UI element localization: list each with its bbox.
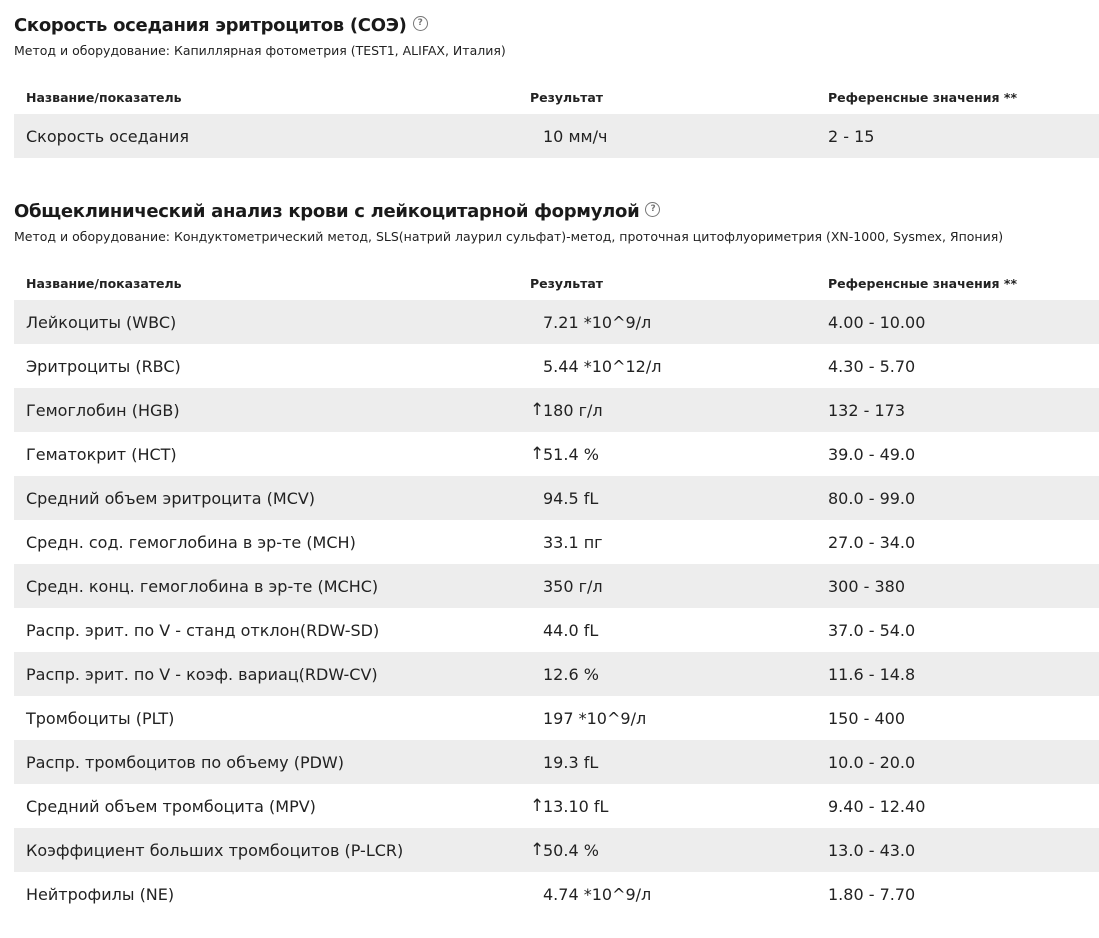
- test-result-cell: [530, 400, 828, 420]
- test-result: 50.4 %: [543, 840, 599, 860]
- high-value-arrow-icon: ↑: [530, 796, 545, 816]
- table-row: [14, 740, 1099, 784]
- test-result: 44.0 fL: [543, 620, 599, 640]
- esr-results-table: [14, 80, 1099, 158]
- reference-range: 80.0 - 99.0: [828, 488, 916, 508]
- table-header: [14, 80, 1099, 114]
- test-result-cell: [530, 709, 828, 728]
- header-name: Название/показатель: [26, 89, 182, 105]
- test-result-cell: [530, 885, 828, 904]
- test-name: Распр. тромбоцитов по объему (PDW): [26, 752, 344, 772]
- cbc-title: Общеклинический анализ крови с лейкоцитарной формулой: [14, 200, 640, 222]
- reference-range: 4.00 - 10.00: [828, 312, 926, 332]
- test-result-cell: [530, 533, 828, 552]
- method-description: Метод и оборудование: Капиллярная фотометрия (TEST1, ALIFAX, Италия): [14, 43, 506, 58]
- test-result-cell: [530, 665, 828, 684]
- reference-range: 300 - 380: [828, 576, 906, 596]
- test-name: Гематокрит (HCT): [26, 444, 177, 464]
- test-result: 19.3 fL: [543, 752, 599, 772]
- test-result: 12.6 %: [543, 664, 599, 684]
- test-name: Средн. сод. гемоглобина в эр-те (MCH): [26, 532, 356, 552]
- reference-range: 150 - 400: [828, 708, 906, 728]
- test-name: Эритроциты (RBC): [26, 356, 181, 376]
- table-row: [14, 784, 1099, 828]
- high-value-arrow-icon: ↑: [530, 400, 545, 420]
- esr-title: Скорость оседания эритроцитов (СОЭ): [14, 14, 407, 36]
- table-row: [14, 652, 1099, 696]
- test-result: 10 мм/ч: [543, 126, 608, 146]
- test-name: Тромбоциты (PLT): [26, 708, 175, 728]
- test-result-cell: [530, 444, 828, 464]
- test-result: 5.44 *10^12/л: [543, 356, 662, 376]
- test-name: Коэффициент больших тромбоцитов (P-LCR): [26, 840, 404, 860]
- table-header: [14, 266, 1099, 300]
- reference-range: 132 - 173: [828, 400, 906, 420]
- reference-range: 1.80 - 7.70: [828, 884, 916, 904]
- test-result-cell: [530, 577, 828, 596]
- cbc-results-table: [14, 266, 1099, 916]
- reference-range: 39.0 - 49.0: [828, 444, 916, 464]
- high-value-arrow-icon: ↑: [530, 840, 545, 860]
- reference-range: 11.6 - 14.8: [828, 664, 916, 684]
- test-result: 7.21 *10^9/л: [543, 312, 652, 332]
- table-row: [14, 388, 1099, 432]
- header-reference: Референсные значения **: [828, 89, 1018, 105]
- table-row: [14, 608, 1099, 652]
- help-icon[interactable]: ?: [413, 16, 428, 31]
- test-result-cell: [530, 840, 828, 860]
- reference-range: 2 - 15: [828, 126, 875, 146]
- method-description: Метод и оборудование: Кондуктометрический метод, SLS(натрий лаурил сульфат)-метод, проточная цитофлуориметрия (XN-1000, Sysmex, Япония): [14, 229, 1004, 244]
- esr-section: [14, 0, 1099, 158]
- test-result: 51.4 %: [543, 444, 599, 464]
- test-name: Средн. конц. гемоглобина в эр-те (MCHC): [26, 576, 379, 596]
- test-name: Скорость оседания: [26, 126, 189, 146]
- header-name: Название/показатель: [26, 275, 182, 291]
- reference-range: 9.40 - 12.40: [828, 796, 926, 816]
- header-result: Результат: [530, 89, 604, 105]
- high-value-arrow-icon: ↑: [530, 444, 545, 464]
- test-result: 180 г/л: [543, 400, 603, 420]
- table-row: [14, 432, 1099, 476]
- test-name: Распр. эрит. по V - станд отклон(RDW-SD): [26, 620, 380, 640]
- table-row: [14, 564, 1099, 608]
- test-result: 350 г/л: [543, 576, 603, 596]
- table-row: [14, 696, 1099, 740]
- test-result-cell: [530, 127, 828, 146]
- test-result: 13.10 fL: [543, 796, 609, 816]
- test-name: Лейкоциты (WBC): [26, 312, 177, 332]
- reference-range: 4.30 - 5.70: [828, 356, 916, 376]
- test-name: Средний объем эритроцита (MCV): [26, 488, 316, 508]
- test-result-cell: [530, 621, 828, 640]
- test-name: Распр. эрит. по V - коэф. вариац(RDW-CV): [26, 664, 378, 684]
- test-name: Гемоглобин (HGB): [26, 400, 180, 420]
- test-result: 4.74 *10^9/л: [543, 884, 652, 904]
- cbc-section: [14, 186, 1099, 916]
- table-row: [14, 476, 1099, 520]
- test-result-cell: [530, 753, 828, 772]
- table-body: [14, 114, 1099, 158]
- test-result-cell: [530, 313, 828, 332]
- table-row: [14, 114, 1099, 158]
- test-name: Средний объем тромбоцита (MPV): [26, 796, 316, 816]
- reference-range: 37.0 - 54.0: [828, 620, 916, 640]
- test-result-cell: [530, 357, 828, 376]
- table-body: [14, 300, 1099, 916]
- test-name: Нейтрофилы (NE): [26, 884, 175, 904]
- header-result: Результат: [530, 275, 604, 291]
- table-row: [14, 872, 1099, 916]
- table-row: [14, 828, 1099, 872]
- reference-range: 10.0 - 20.0: [828, 752, 916, 772]
- reference-range: 13.0 - 43.0: [828, 840, 916, 860]
- test-result: 33.1 пг: [543, 532, 603, 552]
- help-icon[interactable]: ?: [645, 202, 660, 217]
- test-result: 197 *10^9/л: [543, 708, 647, 728]
- test-result: 94.5 fL: [543, 488, 599, 508]
- reference-range: 27.0 - 34.0: [828, 532, 916, 552]
- test-result-cell: [530, 489, 828, 508]
- table-row: [14, 300, 1099, 344]
- test-result-cell: [530, 796, 828, 816]
- table-row: [14, 344, 1099, 388]
- header-reference: Референсные значения **: [828, 275, 1018, 291]
- table-row: [14, 520, 1099, 564]
